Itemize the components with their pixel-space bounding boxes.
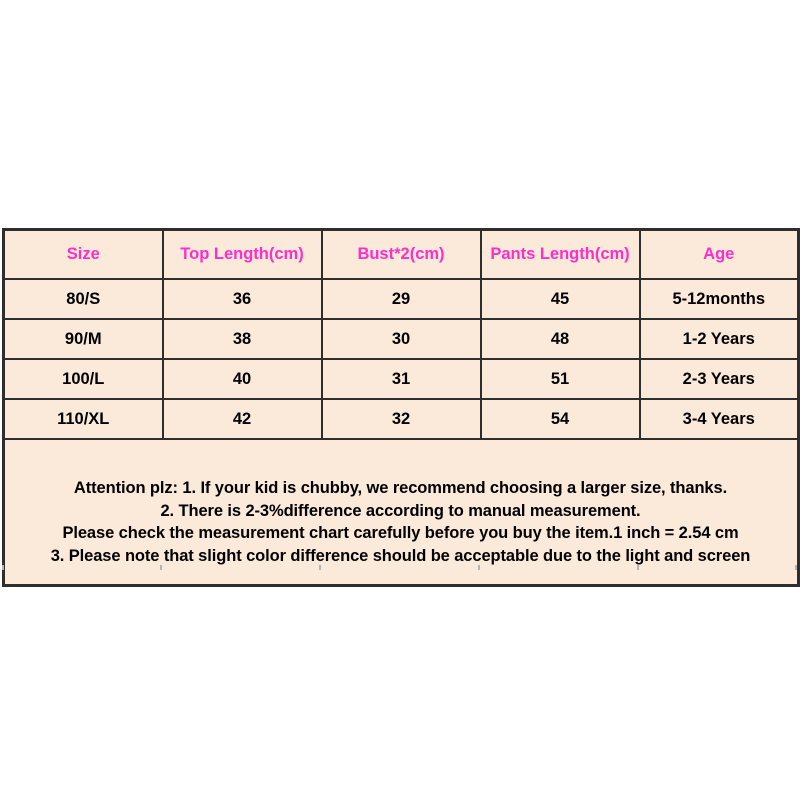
table-row-90m bbox=[4, 319, 799, 359]
border-remnant-tick bbox=[160, 565, 162, 570]
border-remnant-tick bbox=[795, 565, 797, 570]
cell-bust: 30 bbox=[322, 319, 481, 359]
cell-size: 100/L bbox=[4, 359, 163, 399]
note-line-4: 3. Please note that slight color difference should be acceptable due to the light and screen bbox=[50, 546, 751, 565]
border-remnant-tick bbox=[478, 565, 480, 570]
header-row bbox=[4, 230, 799, 280]
size-table bbox=[2, 228, 800, 587]
table-row-110xl bbox=[4, 399, 799, 439]
cell-pants-length: 48 bbox=[481, 319, 640, 359]
cell-age: 1-2 Years bbox=[640, 319, 799, 359]
table-row-80s bbox=[4, 279, 799, 319]
cell-size: 80/S bbox=[4, 279, 163, 319]
cell-top-length: 40 bbox=[163, 359, 322, 399]
cell-pants-length: 54 bbox=[481, 399, 640, 439]
cell-bust: 32 bbox=[322, 399, 481, 439]
col-header-age: Age bbox=[640, 230, 799, 280]
col-header-top-length: Top Length(cm) bbox=[163, 230, 322, 280]
cell-age: 3-4 Years bbox=[640, 399, 799, 439]
cell-top-length: 42 bbox=[163, 399, 322, 439]
table-row-100l bbox=[4, 359, 799, 399]
cell-age: 5-12months bbox=[640, 279, 799, 319]
border-remnant-tick bbox=[2, 565, 4, 570]
note-line-1: Attention plz: 1. If your kid is chubby, we recommend choosing a larger size, thanks. bbox=[73, 479, 728, 497]
col-header-pants-length: Pants Length(cm) bbox=[481, 230, 640, 280]
col-header-bust: Bust*2(cm) bbox=[322, 230, 481, 280]
cell-bust: 31 bbox=[322, 359, 481, 399]
cell-pants-length: 45 bbox=[481, 279, 640, 319]
cell-age: 2-3 Years bbox=[640, 359, 799, 399]
col-header-size: Size bbox=[4, 230, 163, 280]
note-line-2: 2. There is 2-3%difference according to manual measurement. bbox=[160, 501, 641, 520]
cell-pants-length: 51 bbox=[481, 359, 640, 399]
cell-top-length: 36 bbox=[163, 279, 322, 319]
note-line-3: Please check the measurement chart carefully before you buy the item.1 inch = 2.54 cm bbox=[62, 524, 739, 542]
border-remnant-tick bbox=[319, 565, 321, 570]
cell-bust: 29 bbox=[322, 279, 481, 319]
attention-notes bbox=[4, 439, 799, 586]
cell-top-length: 38 bbox=[163, 319, 322, 359]
cell-size: 90/M bbox=[4, 319, 163, 359]
border-remnant-tick bbox=[637, 565, 639, 570]
notes-row bbox=[4, 439, 799, 586]
cell-size: 110/XL bbox=[4, 399, 163, 439]
